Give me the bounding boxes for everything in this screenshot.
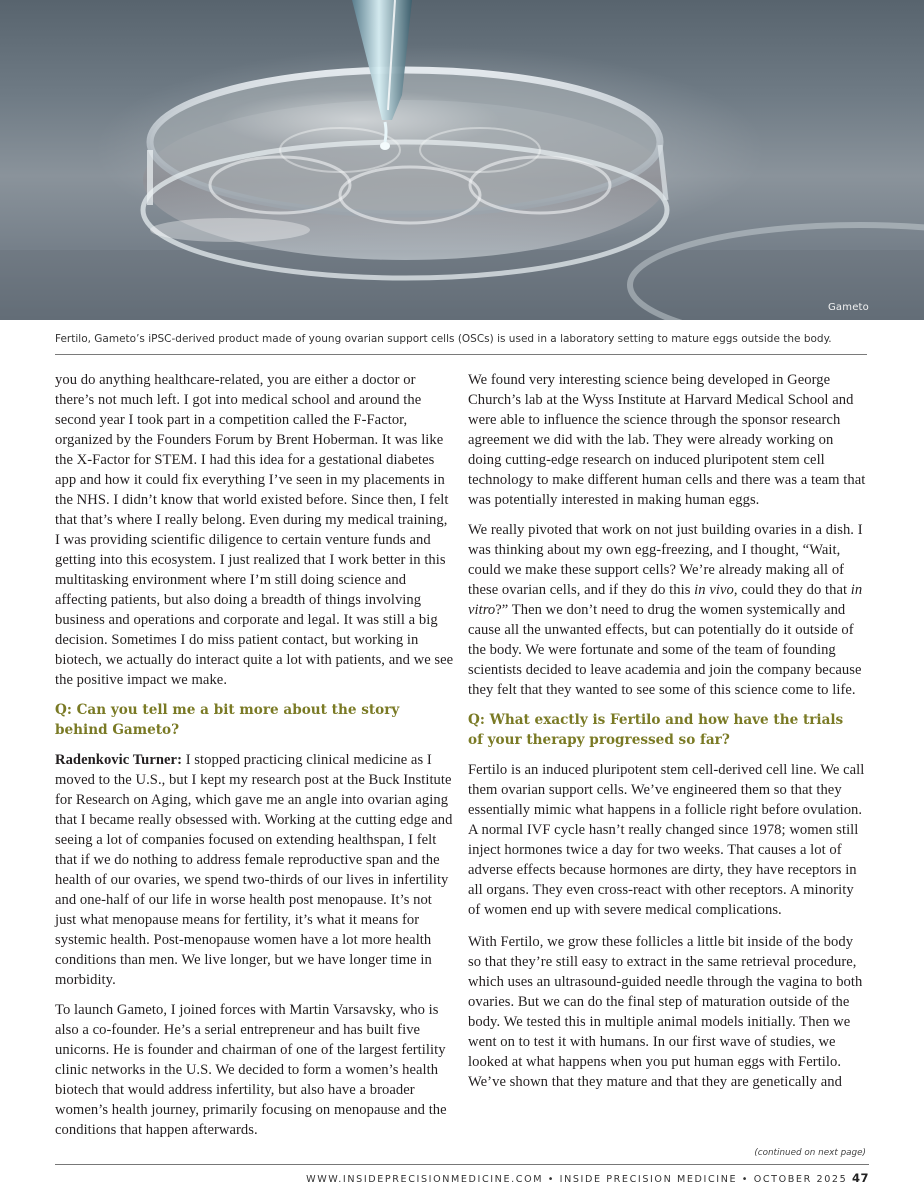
paragraph: To launch Gameto, I joined forces with Martin Varsavsky, who is also a co-founder. He’s a serial entrepreneur and has built five unicorns. He is founder and chairman of one of the largest fertility clinic networks in the U.S. We decided to form a women’s health biotech that would address infertility, but also have a broader women’s health journey, primarily focusing on menopause and the conditions that happen afterwards. <box>55 1002 447 1138</box>
paragraph: We found very interesting science being developed in George Church’s lab at the Wyss Institute at Harvard Medical School and were able to influence the science through the sponsor research agreement we did with the lab. They were already working on doing cutting-edge research on induced pluripotent stem cell technology to make different human cells and there was a team that was potentially interested in making human eggs. <box>468 372 866 508</box>
question-line: Q: What exactly is Fertilo and how have the trials <box>468 712 844 728</box>
speaker-name: Radenkovic Turner: <box>55 752 182 768</box>
paragraph <box>55 750 455 990</box>
article-column-right <box>468 370 868 1102</box>
running-footer <box>55 1171 869 1185</box>
italic-term: in vivo <box>694 582 734 598</box>
paragraph <box>468 520 868 700</box>
petri-dish-illustration <box>0 0 924 320</box>
photo-credit: Gameto <box>827 302 869 313</box>
paragraph-text: ?” Then we don’t need to drug the women systemically and cause all the unwanted effects, but can potentially do it outside of the body. We were fortunate and some of the team of founding scientists decided to leave academia and join the company because they felt that they wanted to see some of this science come to life. <box>468 602 862 698</box>
italic-term: in vitro <box>468 582 863 618</box>
question-heading <box>55 700 455 740</box>
photo-caption: Fertilo, Gameto’s iPSC-derived product made of young ovarian support cells (OSCs) is used in a laboratory setting to mature eggs outside the body. <box>55 333 832 345</box>
answer-text: I stopped practicing clinical medicine as I moved to the U.S., but I kept my research post at the Buck Institute for Research on Aging, which gave me an angle into ovarian aging that I became really obsessed with. Working at the cutting edge and seeing a lot of companies focused on extending healthspan, I felt that if we do nothing to address female reproductive span and the health of our ovaries, we spend two-thirds of our lives in infertility and one-half of our life in worse health post menopause. It’s not just what menopause means for fertility, it’s what it means for systemic health. Post-menopause women have a lot more health conditions than men. We live longer, but we have longer time in morbidity. <box>55 752 453 988</box>
paragraph-text: , could they do that <box>733 582 851 598</box>
paragraph: Fertilo is an induced pluripotent stem cell-derived cell line. We call them ovarian support cells. We’ve engineered them so that they essentially mimic what happens in a follicle right before ovulation. A normal IVF cycle hasn’t really changed since 1978; women still inject hormones twice a day for two weeks. That causes a lot of adverse effects because hormones are dirty, they have receptors in all organs. They even cross-react with other receptors. A minority of women end up with severe medical complications. <box>468 762 865 918</box>
paragraph-text: We really pivoted that work on not just building ovaries in a dish. I was thinking about my own egg-freezing, and I thought, “Wait, could we make these support cells? We’re already making all of these ovarian cells, and if they do this <box>468 522 863 598</box>
question-line: Q: Can you tell me a bit more about the story <box>55 702 400 718</box>
question-line: behind Gameto? <box>55 722 180 738</box>
continued-note: (continued on next page) <box>754 1148 866 1158</box>
page-number: 47 <box>851 1171 869 1185</box>
caption-divider <box>55 354 867 355</box>
question-line: of your therapy progressed so far? <box>468 732 730 748</box>
paragraph: you do anything healthcare-related, you are either a doctor or there’s not much left. I got into medical school and around the second year I took part in a competition called the F-Factor, organized by the Founders Forum by Brent Hoberman. It was like the X-Factor for STEM. I had this idea for a gestational diabetes app and how it could fix everything I’ve seen in my placements in the NHS. I didn’t know that world existed before. Since then, I felt that that’s where I really belong. Even during my medical training, I was providing scientific diligence to certain venture funds and getting into this ecosystem. I just realized that I work better in this multitasking environment where I’m still doing science and affecting patients, but also doing a breadth of things involving business and operations and corporate and legal. It was still a big decision. Sometimes I do miss patient contact, but working in biotech, we actually do interact quite a lot with patients, and we see the positive impact we make. <box>55 372 454 688</box>
article-column-left <box>55 370 455 1150</box>
footer-divider <box>55 1164 869 1165</box>
question-heading <box>468 710 868 750</box>
hero-photo <box>0 0 924 320</box>
footer-text: WWW.INSIDEPRECISIONMEDICINE.COM • INSIDE PRECISION MEDICINE • OCTOBER 2025 <box>306 1174 848 1185</box>
paragraph: With Fertilo, we grow these follicles a little bit inside of the body so that they’re still easy to extract in the same retrieval procedure, which uses an ultrasound-guided needle through the vagina to both ovaries. But we can do the final step of maturation outside of the body. We tested this in multiple animal models initially. Then we went on to test it with humans. In our first wave of studies, we looked at what happens when you put human eggs with Fertilo. We’ve shown that they mature and that they are genetically and <box>468 934 863 1090</box>
